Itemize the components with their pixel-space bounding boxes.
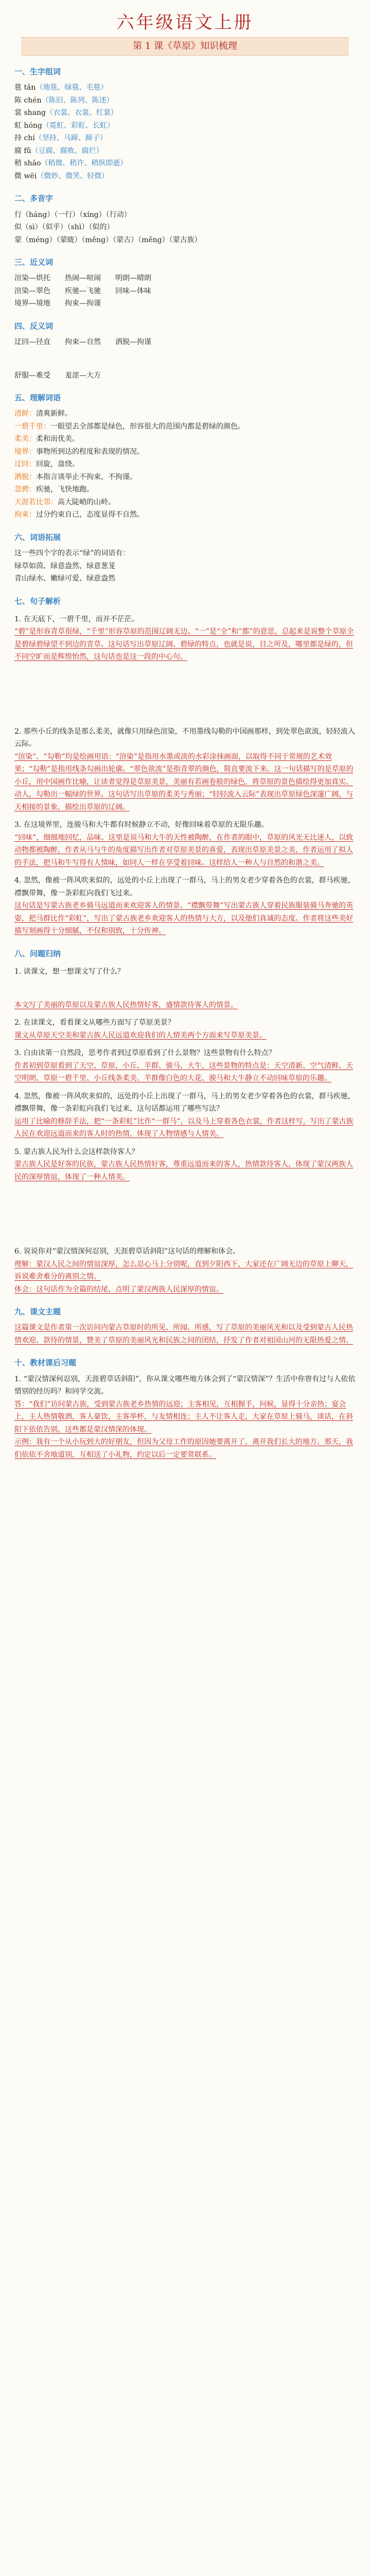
problem-answer: 本文写了美丽的草原以及蒙古族人民热情好客，盛情款待客人的情景。 xyxy=(14,1001,238,1009)
polyphone-row: 似（sì）（似乎）（shì）（似的） xyxy=(14,223,114,232)
problem-block xyxy=(14,1016,356,1042)
exercise-answer: 答：“我们”访问蒙古族，受到蒙古族老乡热情的远迎；主客相见，互相握手，问候，显得十分亲热；宴会上，主人热情敬酒，客人豪饮，主客举杯，与友情相连；主人不让客人走，大家在草原上骑马，谈话，在斜阳下依依告别，这些都是蒙汉情深的体现。 xyxy=(14,1400,353,1434)
vocab-item: 柔美：柔和而优美。 xyxy=(14,435,79,444)
vocab-item: 一碧千里：一眼望去全部都是绿色，形容很大的范围内都是碧绿的颜色。 xyxy=(14,422,245,431)
extension-row: 青山绿水、嫩绿可爱、绿意盎然 xyxy=(14,574,115,583)
chars-list xyxy=(14,81,356,182)
sentence-quote: 1. 在天底下，一碧千里，而并不茫茫。 xyxy=(14,615,139,623)
char-row: 陈 chén（陈旧、陈列、陈述） xyxy=(14,96,114,105)
char-row: 虹 hóng（霓虹、彩虹、长虹） xyxy=(14,121,114,130)
problem-question: 1. 读课文，想一想课文写了什么？ xyxy=(14,968,125,976)
char-row: 稍 shāo（稍微、稍许、稍纵即逝） xyxy=(14,159,128,168)
section-heading-antonyms: 四、反义词 xyxy=(14,321,54,331)
section-heading-polyphones: 二、多音字 xyxy=(14,194,54,204)
sentence-analysis: “渲染”、“勾勒”均是绘画用语：“渲染”是指用水墨或淡的水彩涂抹画面，以取得不同于常规的艺术效果；“勾勒”是指用线条勾画出轮廓。“翠色欲流”是指青翠的颜色，简直要流下来。这一句话描写的是草原的小丘，用中国画作比喻，让读者觉得是草原美景，美丽有若画卷般的绿色，将草原的景色描绘得更加真实、动人，勾勒出一幅绿的世界。这句话写出草原的柔美与秀丽；“轻轻流入云际”表现出草原绿色深邃广阔，与天相接的景象，描绘出草原的辽阔。 xyxy=(14,752,354,811)
vocab-item: 洒脱：本指言谈举止不拘束，不拘谨。 xyxy=(14,472,137,481)
problem-question: 3. 白由读第一自然段，思考作者到过草原看到了什么景物？这些景物有什么特点？ xyxy=(14,1049,276,1058)
problem-block xyxy=(14,1245,356,1296)
theme-text: 这篇课文是作者第一次访问内蒙古草原时的所见、所闻、所感，写了草原的美丽风光和以及受到蒙古人民热情欢迎、款待的情景，赞美了草原的美丽风光和民族之间的团结，抒发了作者对祖国山河的无限热爱之情。 xyxy=(14,1324,353,1345)
char-row: 裳 shang（衣裳、衣裳、红裳） xyxy=(14,109,118,117)
problem-answer: 蒙古族人民是好客的民族，蒙古族人民热情好客，尊重远道而来的客人，热情款待客人，体现了蒙汉两族人民的深厚情谊，体现了一种人情美。 xyxy=(14,1160,353,1181)
polyphone-row: 行（háng）（一行）（xíng）（行动） xyxy=(14,210,131,219)
extension-row: 绿草如茵、绿意盎然、绿意葱茏 xyxy=(14,562,115,570)
sentence-block xyxy=(14,725,356,814)
section-heading-problems: 八、问题归纳 xyxy=(14,948,61,958)
section-heading-vocab: 五、理解词语 xyxy=(14,393,61,403)
char-row: 腐 fǔ（豆腐、腐败、腐烂） xyxy=(14,146,103,155)
antonym-row: 迂回—径直 拘束—自然 洒脱—拘谨 xyxy=(14,338,151,347)
sentence-block xyxy=(14,819,356,869)
section-heading-exercises: 十、教材课后习题 xyxy=(14,1358,77,1368)
section-heading-extension: 六、词语拓展 xyxy=(14,532,61,542)
sentence-block xyxy=(14,613,356,664)
sentence-analysis: 这句话是写蒙古族老乡骑马远道而来欢迎客人的情景。“襟飘带舞”写出蒙古族人穿着民族服装骑马奔驰的英姿，把马群比作“彩虹”，写出了蒙古族老乡欢迎客人的热情与大方，以及他们真诚的态度。作者将这些美好描写刻画得十分细腻，不仅和别致，十分传神。 xyxy=(14,902,354,936)
problem-answer: 作者初到草原看到了天空、草原、小丘、羊群、骏马、大牛，这些景物的特点是：天空清新、空气清鲜、天空明朗、草原一碧千里、小丘线条柔美、羊群像白色的大花、骏马和大牛静立不动回味草原的乐趣。 xyxy=(14,1061,353,1083)
char-row: 毯 tǎn（地毯、绿毯、毛毯） xyxy=(14,83,108,92)
sentence-quote: 2. 那些小丘的线条是那么柔美，就像只用绿色渲染，不用墨线勾勒的中国画那样，到处翠色欲流，轻轻流入云际。 xyxy=(14,727,355,749)
problem-block xyxy=(14,1146,356,1184)
sentence-analysis: “回味”，细细地回忆，品味。这里是说马和大牛的天性被陶醉，在作者的眼中，草原的风光无比迷人，以致动物都被陶醉，作者从马与牛的角度描写出作者对草原美景的喜爱，表现出草原美景之美，作者运用了拟人的手法，把马和牛写得有人情味，如同人一样在享受着回味。这样给人一种人与自然的和谐之美。 xyxy=(14,833,354,867)
sentence-quote: 3. 在这境界里，连骏马和大牛都有时候静立不动，好像回味着草原的无限乐趣。 xyxy=(14,821,269,829)
problem-question: 5. 蒙古族人民为什么会这样款待客人？ xyxy=(14,1147,139,1156)
synonym-row: 渲染—烘托 热闹—喧闹 明朗—晴朗 xyxy=(14,274,151,283)
problem-question: 4. 忽然，像被一阵风吹来似的，远处的小丘上出现了一群马，马上的男女老少穿着各色的衣裳，群马疾驰，襟飘带舞，像一条彩虹向我们飞过来，这句话都运用了哪些写法？ xyxy=(14,1092,355,1113)
sentence-block xyxy=(14,874,356,938)
doc-title: 六年级语文上册 xyxy=(116,12,254,33)
problem-question: 6. 说说你对“蒙汉情深何忍别，天涯碧草话斜阳”这句话的理解和体会。 xyxy=(14,1247,240,1256)
antonym-row: 舒服—难受 羞涩—大方 xyxy=(14,371,101,380)
problem-block xyxy=(14,1090,356,1141)
problem-answer: 运用了比喻的修辞手法，把“一条彩虹”比作“一群马”，以及马上穿着各色衣裳，作者这样写，写出了蒙古族人民在欢迎远道而来的客人时的热情，体现了人物情感与人情美。 xyxy=(14,1117,354,1139)
char-row: 微 wēi（微妙、微笑、轻微） xyxy=(14,172,109,180)
section-heading-sentences: 七、句子解析 xyxy=(14,596,61,606)
vocab-item: 境界：事物所到达的程度和表现的情况。 xyxy=(14,447,144,456)
problem-question: 2. 在读课文，看看课文从哪些方面写了草原美景？ xyxy=(14,1019,175,1027)
problem-answer: 理解：蒙汉人民之间的情谊深厚，怎么忍心马上分别呢，直到夕阳西下，大家还在广阔无边的草原上聊天，诉说难舍难分的离别之情。 xyxy=(14,1260,353,1281)
sentence-quote: 4. 忽然，像被一阵风吹来似的，远处的小丘上出现了一群马，马上的男女老少穿着各色的衣裳，群马疾驰，襟飘带舞，像一条彩虹向我们飞过来。 xyxy=(14,876,355,897)
exercise-question: 1. “蒙汉情深何忍别，天涯碧草话斜阳”，你从课文哪些地方体会到了“蒙汉情深”？生活中你曾有过与人依依惜别的经历吗？和同学交流。 xyxy=(14,1375,356,1396)
problem-answer: 课文从草原天空美和蒙古族人民远道欢迎我们的人情美两个方面来写草原美景。 xyxy=(14,1031,267,1040)
extension-question: 这一些四个字的表示“绿”的词语有： xyxy=(14,549,130,558)
vocab-list xyxy=(14,408,356,521)
vocab-item: 天涯若比邻：高大陡峭的山岭。 xyxy=(14,498,115,506)
char-row: 持 chí（坚持、马蹄、蹄子） xyxy=(14,134,107,143)
problem-answer: 体会：这句话作为全篇的结尾，点明了蒙汉两族人民深厚的情谊。 xyxy=(14,1285,223,1294)
problem-block xyxy=(14,965,356,1011)
synonym-row: 渲染—翠色 疾驰—飞驰 回味—体味 xyxy=(14,286,151,295)
vocab-item: 忽骋：疾驰，飞快地跑。 xyxy=(14,485,94,494)
section-heading-chars: 一、生字组词 xyxy=(14,67,61,77)
vocab-item: 拘束：过分约束自己，态度显得不自然。 xyxy=(14,511,144,519)
vocab-item: 清鲜：清爽新鲜。 xyxy=(14,410,72,418)
sentence-analysis: “碧”是形容青草很绿，“千里”形容草原的范围辽阔无边。“一”是“全”和“都”的意思，总起来是说整个草原全是碧绿碧绿望不到边的青草。这句话写出草原辽阔、碧绿的特点，也就是说，目之所及，哪里都是绿的，但不同空旷而是辉煌怡然，这句话也是这一段的中心句。 xyxy=(14,628,354,662)
exercise-example: 示例：我有一个从小玩到大的好朋友，但因为父母工作的原因她要离开了，离开我们长大的地方。那天，我们依依不舍地道别，互相送了小礼物，约定以后一定要常联系。 xyxy=(14,1438,353,1459)
polyphone-row: 蒙（méng）（蒙眬）（měng）（蒙古）（měng）（蒙古族） xyxy=(14,235,202,244)
synonym-row: 境界—境地 拘束—拘谨 xyxy=(14,299,101,308)
problem-block xyxy=(14,1047,356,1085)
vocab-item: 迂回：回旋，盘绕。 xyxy=(14,460,79,469)
lesson-subtitle: 第 1 课《草原》知识梳理 xyxy=(21,37,348,56)
section-heading-theme: 九、课文主题 xyxy=(14,1307,61,1317)
section-heading-synonyms: 三、近义词 xyxy=(14,258,54,267)
